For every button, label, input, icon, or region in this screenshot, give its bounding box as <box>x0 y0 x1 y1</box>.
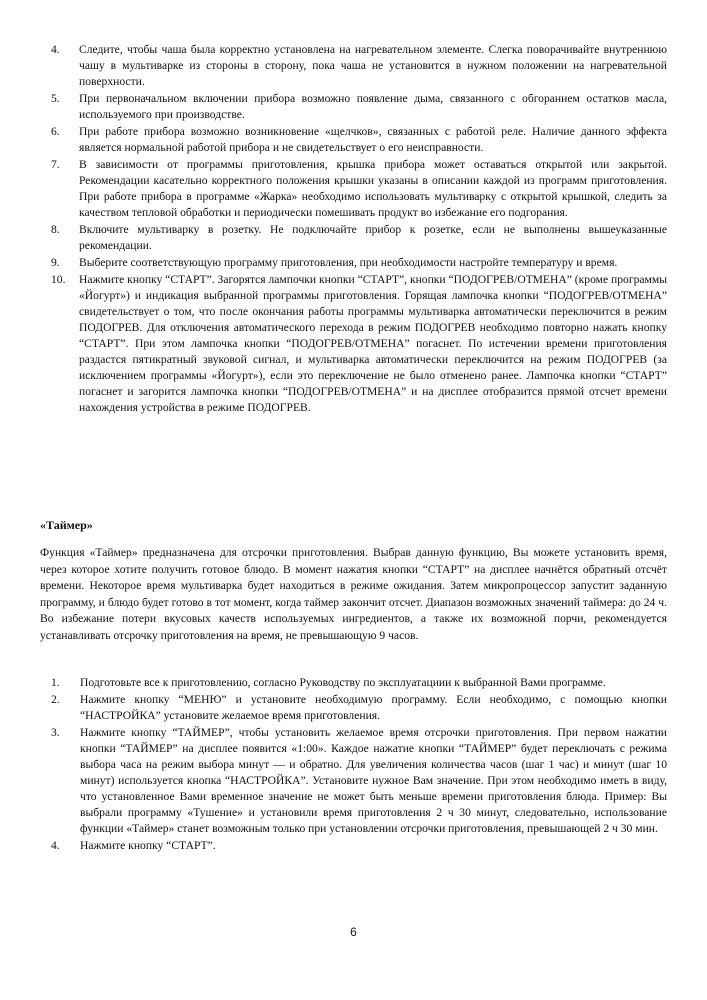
item-number: 4. <box>51 43 60 56</box>
item-text: Выберите соответствующую программу приготовления, при необходимости настройте температуру и время. <box>79 256 618 269</box>
list-item <box>51 157 667 221</box>
item-text: Нажмите кнопку “МЕНЮ” и установите необходимую программу. Если необходимо, с помощью кнопки “НАСТРОЙКА” установите желаемое время приготовления. <box>80 693 667 722</box>
list-item <box>51 692 667 724</box>
item-text: Нажмите кнопку “ТАЙМЕР”, чтобы установить желаемое время отсрочки приготовления. При первом нажатии кнопки “ТАЙМЕР” на дисплее появится «1:00». Каждое нажатие кнопки “ТАЙМЕР” будет переключать с режима выбора часа на режим выбора минут — и обратно. Для увеличения количества часов (шаг 1 час) и минут (шаг 10 минут) используется кнопка “НАСТРОЙКА”. Установите нужное Вам значение. При этом необходимо иметь в виду, что установленное Вами временное значение не может быть меньше времени приготовления блюда. Пример: Вы выбрали программу «Тушение» и установили время приготовления 2 ч 30 минут, следовательно, использование функции «Таймер» станет возможным только при установлении отсрочки приготовления, превышающей 2 ч 30 мин. <box>80 726 667 835</box>
item-number: 10. <box>51 273 66 286</box>
item-number: 7. <box>51 158 60 171</box>
list-item <box>51 272 667 416</box>
item-number: 8. <box>51 223 60 236</box>
item-text: Подготовьте все к приготовлению, согласно Руководству по эксплуатациии к выбранной Вами программе. <box>80 676 606 689</box>
item-text: При работе прибора возможно возникновение «щелчков», связанных с работой реле. Наличие данного эффекта является нормальной работой прибора и не свидетельствует о его неисправности. <box>79 125 667 154</box>
item-number: 4. <box>51 839 60 852</box>
item-number: 6. <box>51 125 60 138</box>
item-number: 3. <box>51 726 60 739</box>
item-text: Нажмите кнопку “СТАРТ”. <box>80 839 216 852</box>
list-item <box>51 222 667 254</box>
timer-description: Функция «Таймер» предназначена для отсрочки приготовления. Выбрав данную функцию, Вы можете установить время, через которое хотите получить готовое блюдо. В момент нажатия кнопки “СТАРТ” на дисплее начнётся обратный отсчёт времени. Некоторое время мультиварка будет находиться в режиме ожидания. Затем микропроцессор запустит заданную программу, и блюдо будет готово в тот момент, когда таймер закончит отсчет. Диапазон возможных значений таймера: до 24 ч. Во избежание потери вкусовых качеств используемых ингредиентов, а также их возможной порчи, рекомендуется устанавливать отсрочку приготовления на время, не превышающую 9 часов. <box>40 546 667 642</box>
list-item <box>51 42 667 90</box>
item-number: 1. <box>51 676 60 689</box>
timer-steps-list <box>51 675 667 855</box>
list-item <box>51 725 667 837</box>
item-text: Включите мультиварку в розетку. Не подключайте прибор к розетке, если не выполнены вышеуказанные рекомендации. <box>79 223 667 252</box>
page-number: 6 <box>350 925 357 939</box>
list-item <box>51 255 667 271</box>
steps-list-part1 <box>51 42 667 417</box>
item-number: 9. <box>51 256 60 269</box>
list-item <box>51 124 667 156</box>
item-text: Нажмите кнопку “СТАРТ”. Загорятся лампочки кнопки “СТАРТ”, кнопки “ПОДОГРЕВ/ОТМЕНА” (кроме программы «Йогурт») и индикация выбранной программы приготовления. Горящая лампочка кнопки “ПОДОГРЕВ/ОТМЕНА” свидетельствует о том, что после окончания работы программы мультиварка автоматически переключится в режим ПОДОГРЕВ. Для отключения автоматического перехода в режим ПОДОГРЕВ необходимо повторно нажать кнопку “СТАРТ”. При этом лампочка кнопки “ПОДОГРЕВ/ОТМЕНА” погаснет. По истечении времени приготовления раздастся пятикратный звуковой сигнал, и мультиварка автоматически переключится на режим ПОДОГРЕВ (за исключением программы «Йогурт»), если это переключение не было отменено ранее. Лампочка кнопки “СТАРТ” погаснет и загорится лампочка кнопки “ПОДОГРЕВ/ОТМЕНА” и на дисплее отобразится прямой отсчет времени нахождения устройства в режиме ПОДОГРЕВ. <box>79 273 668 414</box>
item-number: 2. <box>51 693 60 706</box>
item-text: При первоначальном включении прибора возможно появление дыма, связанного с обгоранием остатков масла, используемого при производстве. <box>79 92 667 121</box>
list-item <box>51 91 667 123</box>
item-text: Следите, чтобы чаша была корректно установлена на нагревательном элементе. Слегка поворачивайте внутреннюю чашу в мультиварке из стороны в сторону, пока чаша не установится в нужном положении на нагревательной поверхности. <box>79 43 667 88</box>
item-number: 5. <box>51 92 60 105</box>
section-heading-timer: «Таймер» <box>40 518 93 532</box>
list-item <box>51 838 667 854</box>
list-item <box>51 675 667 691</box>
item-text: В зависимости от программы приготовления, крышка прибора может оставаться открытой или закрытой. Рекомендации касательно корректного положения крышки указаны в описании каждой из программ приготовления. При работе прибора в программе «Жарка» необходимо использовать мультиварку с открытой крышкой, следить за качеством тепловой обработки и периодически помешивать продукт во избежание его подгорания. <box>79 158 667 219</box>
